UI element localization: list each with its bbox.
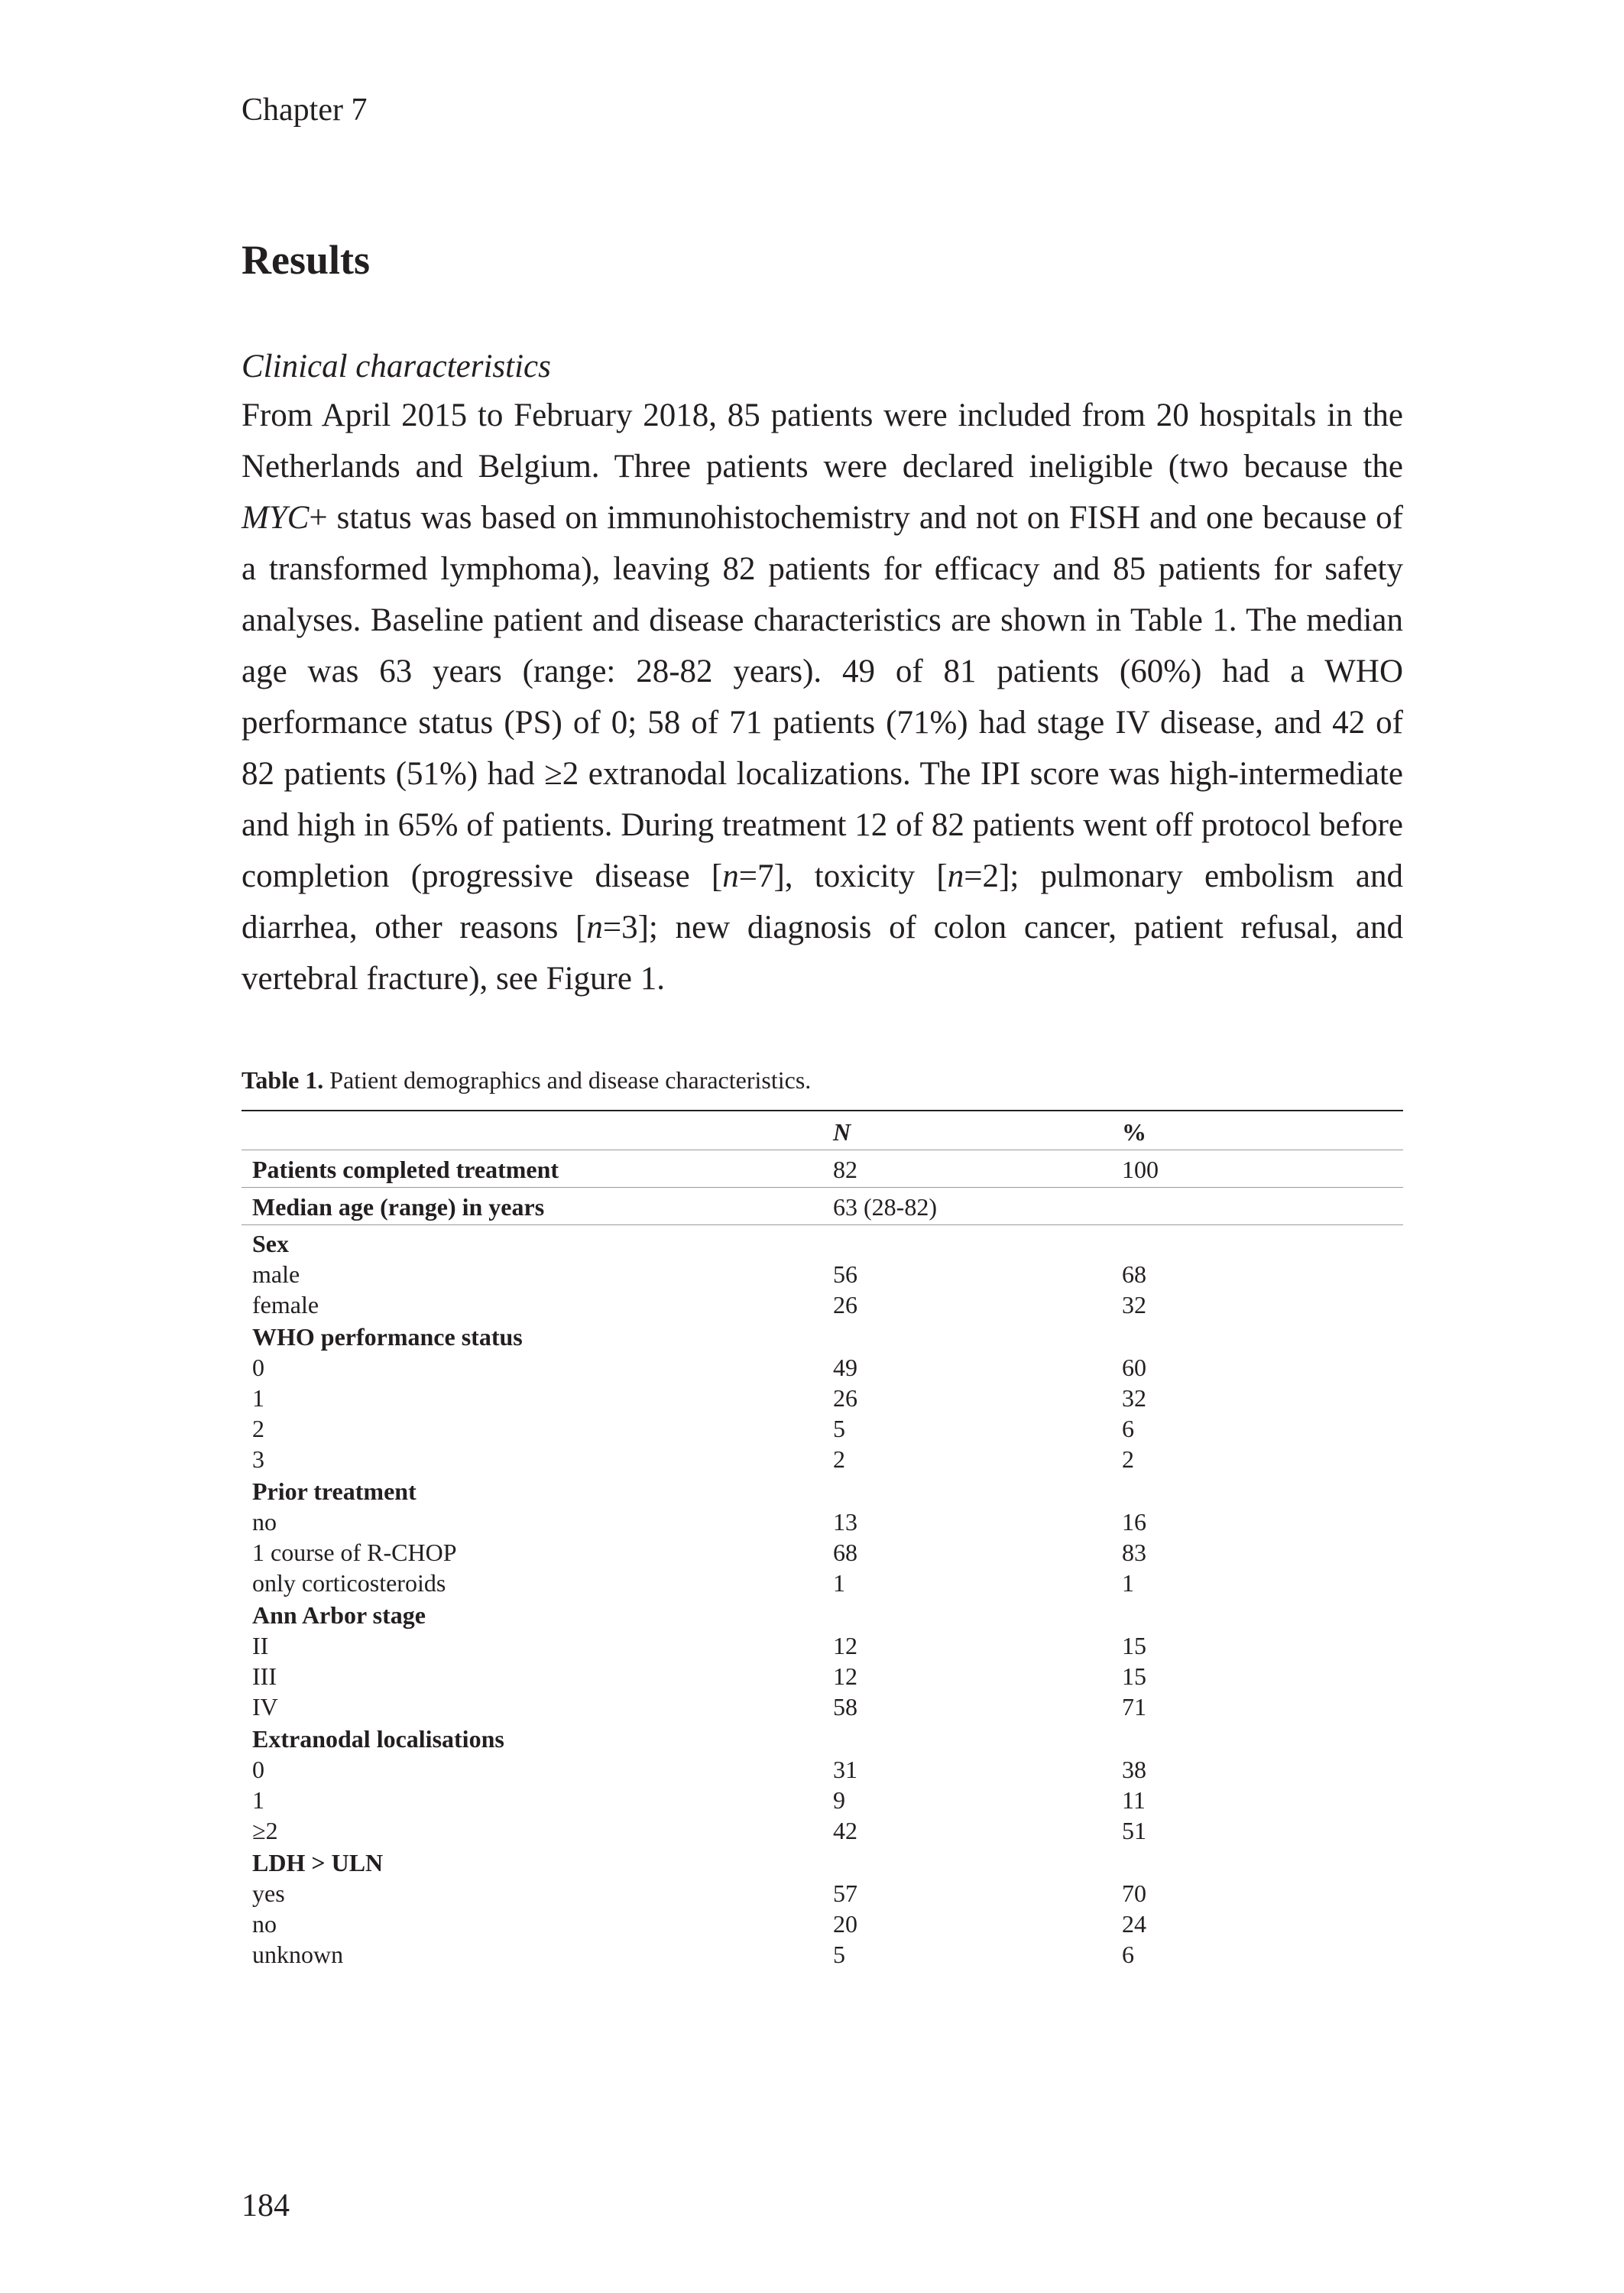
table-row <box>241 1785 1403 1815</box>
paragraph-text: + status was based on immunohistochemistry and not on FISH and one because of a transformed lymphoma), leaving 82 patients for efficacy and 85 patients for safety analyses. Baseline patient and disease characteristics are shown in Table 1. The median age was 63 years (range: 28-82 years). 49 of 81 patients (60%) had a WHO performance status (PS) of 0; 58 of 71 patients (71%) had stage IV disease, and 42 of 82 patients (51%) had ≥2 extranodal localizations. The IPI score was high-intermediate and high in 65% of patients. During treatment 12 of 82 patients went off protocol before completion (progressive disease [ <box>241 500 1403 894</box>
n-symbol: n <box>722 858 739 894</box>
results-paragraph <box>241 390 1403 1004</box>
group-title: Extranodal localisations <box>252 1725 504 1753</box>
table-row <box>241 1691 1403 1722</box>
row-n: 20 <box>833 1910 857 1938</box>
row-label: ≥2 <box>252 1817 278 1844</box>
table-group-header <box>241 1722 1403 1754</box>
page-number: 184 <box>241 2188 290 2223</box>
row-label: 1 <box>252 1384 264 1412</box>
row-n: 13 <box>833 1508 857 1536</box>
subsection-heading: Clinical characteristics <box>241 349 551 384</box>
table-row <box>241 1754 1403 1785</box>
chapter-header: Chapter 7 <box>241 92 368 128</box>
table-group-header <box>241 1320 1403 1352</box>
group-title: Ann Arbor stage <box>252 1601 426 1629</box>
row-percent: 1 <box>1122 1569 1134 1597</box>
table-group-header <box>241 1225 1403 1260</box>
group-title: Sex <box>252 1230 289 1257</box>
table-row <box>241 1188 1403 1225</box>
row-n: 5 <box>833 1415 845 1442</box>
demographics-table <box>241 1110 1403 1970</box>
row-percent: 15 <box>1122 1632 1146 1659</box>
header-label <box>241 1111 822 1150</box>
row-n: 56 <box>833 1260 857 1288</box>
table-row <box>241 1413 1403 1444</box>
group-title: WHO performance status <box>252 1323 523 1351</box>
table-row <box>241 1383 1403 1413</box>
row-n: 12 <box>833 1632 857 1659</box>
section-title: Results <box>241 237 371 283</box>
table-row <box>241 1150 1403 1188</box>
row-n: 42 <box>833 1817 857 1844</box>
table-row <box>241 1815 1403 1846</box>
row-label: 0 <box>252 1756 264 1783</box>
row-percent: 100 <box>1111 1150 1403 1188</box>
row-n: 49 <box>833 1354 857 1381</box>
row-percent: 16 <box>1122 1508 1146 1536</box>
row-label: IV <box>252 1693 278 1721</box>
table-row <box>241 1507 1403 1537</box>
row-percent: 24 <box>1122 1910 1146 1938</box>
table-row <box>241 1537 1403 1568</box>
table-body <box>241 1150 1403 1970</box>
row-n: 82 <box>822 1150 1111 1188</box>
table-caption-text: Patient demographics and disease characteristics. <box>323 1066 812 1094</box>
header-n: N <box>822 1111 1111 1150</box>
header-percent: % <box>1111 1111 1403 1150</box>
row-percent: 32 <box>1122 1291 1146 1318</box>
row-label: II <box>252 1632 269 1659</box>
row-percent: 6 <box>1122 1941 1134 1968</box>
row-label: III <box>252 1662 277 1690</box>
paragraph-text: =7], toxicity [ <box>738 858 948 894</box>
n-symbol: n <box>947 858 964 894</box>
row-label: Patients completed treatment <box>241 1150 822 1188</box>
row-percent <box>1111 1188 1403 1225</box>
row-n: 31 <box>833 1756 857 1783</box>
table-caption-label: Table 1. <box>241 1066 324 1094</box>
row-n: 63 (28-82) <box>822 1188 1111 1225</box>
row-label: no <box>252 1910 277 1938</box>
row-label: Median age (range) in years <box>241 1188 822 1225</box>
row-percent: 83 <box>1122 1539 1146 1566</box>
table-row <box>241 1568 1403 1598</box>
row-percent: 70 <box>1122 1879 1146 1907</box>
row-n: 1 <box>833 1569 845 1597</box>
row-n: 26 <box>833 1291 857 1318</box>
row-n: 26 <box>833 1384 857 1412</box>
row-n: 5 <box>833 1941 845 1968</box>
row-percent: 60 <box>1122 1354 1146 1381</box>
table-caption <box>241 1064 811 1096</box>
n-symbol: n <box>586 910 603 945</box>
row-label: only corticosteroids <box>252 1569 446 1597</box>
table-row <box>241 1444 1403 1474</box>
group-title: LDH > ULN <box>252 1849 384 1876</box>
table-row <box>241 1259 1403 1289</box>
row-percent: 6 <box>1122 1415 1134 1442</box>
row-label: 1 course of R-CHOP <box>252 1539 457 1566</box>
paragraph-text: =3]; new diagnosis of colon cancer, patient refusal, and vertebral fracture), see Figure 1. <box>241 910 1403 997</box>
row-label: no <box>252 1508 277 1536</box>
paragraph-text: From April 2015 to February 2018, 85 patients were included from 20 hospitals in the Netherlands and Belgium. Three patients were declared ineligible (two because the <box>241 397 1403 485</box>
row-label: 3 <box>252 1445 264 1473</box>
table-row <box>241 1289 1403 1320</box>
table-row <box>241 1630 1403 1661</box>
table-row <box>241 1909 1403 1939</box>
row-label: 2 <box>252 1415 264 1442</box>
group-title: Prior treatment <box>252 1477 417 1505</box>
row-n: 2 <box>833 1445 845 1473</box>
table-row <box>241 1939 1403 1970</box>
table-group-header <box>241 1598 1403 1630</box>
row-n: 68 <box>833 1539 857 1566</box>
table-row <box>241 1878 1403 1909</box>
row-percent: 2 <box>1122 1445 1134 1473</box>
row-n: 58 <box>833 1693 857 1721</box>
row-label: male <box>252 1260 300 1288</box>
gene-name: MYC <box>241 500 310 536</box>
row-n: 9 <box>833 1786 845 1814</box>
row-percent: 38 <box>1122 1756 1146 1783</box>
row-label: unknown <box>252 1941 344 1968</box>
row-percent: 15 <box>1122 1662 1146 1690</box>
table-row <box>241 1352 1403 1383</box>
row-label: 0 <box>252 1354 264 1381</box>
row-label: 1 <box>252 1786 264 1814</box>
row-n: 57 <box>833 1879 857 1907</box>
paragraph-text: =2]; pulmonary embolism and diarrhea, other reasons [ <box>241 858 1403 945</box>
table-header-row <box>241 1111 1403 1150</box>
table-group-header <box>241 1846 1403 1878</box>
table-group-header <box>241 1474 1403 1507</box>
row-label: female <box>252 1291 319 1318</box>
row-percent: 32 <box>1122 1384 1146 1412</box>
row-n: 12 <box>833 1662 857 1690</box>
row-percent: 71 <box>1122 1693 1146 1721</box>
row-percent: 51 <box>1122 1817 1146 1844</box>
row-percent: 11 <box>1122 1786 1146 1814</box>
row-label: yes <box>252 1879 285 1907</box>
row-percent: 68 <box>1122 1260 1146 1288</box>
table-row <box>241 1661 1403 1691</box>
